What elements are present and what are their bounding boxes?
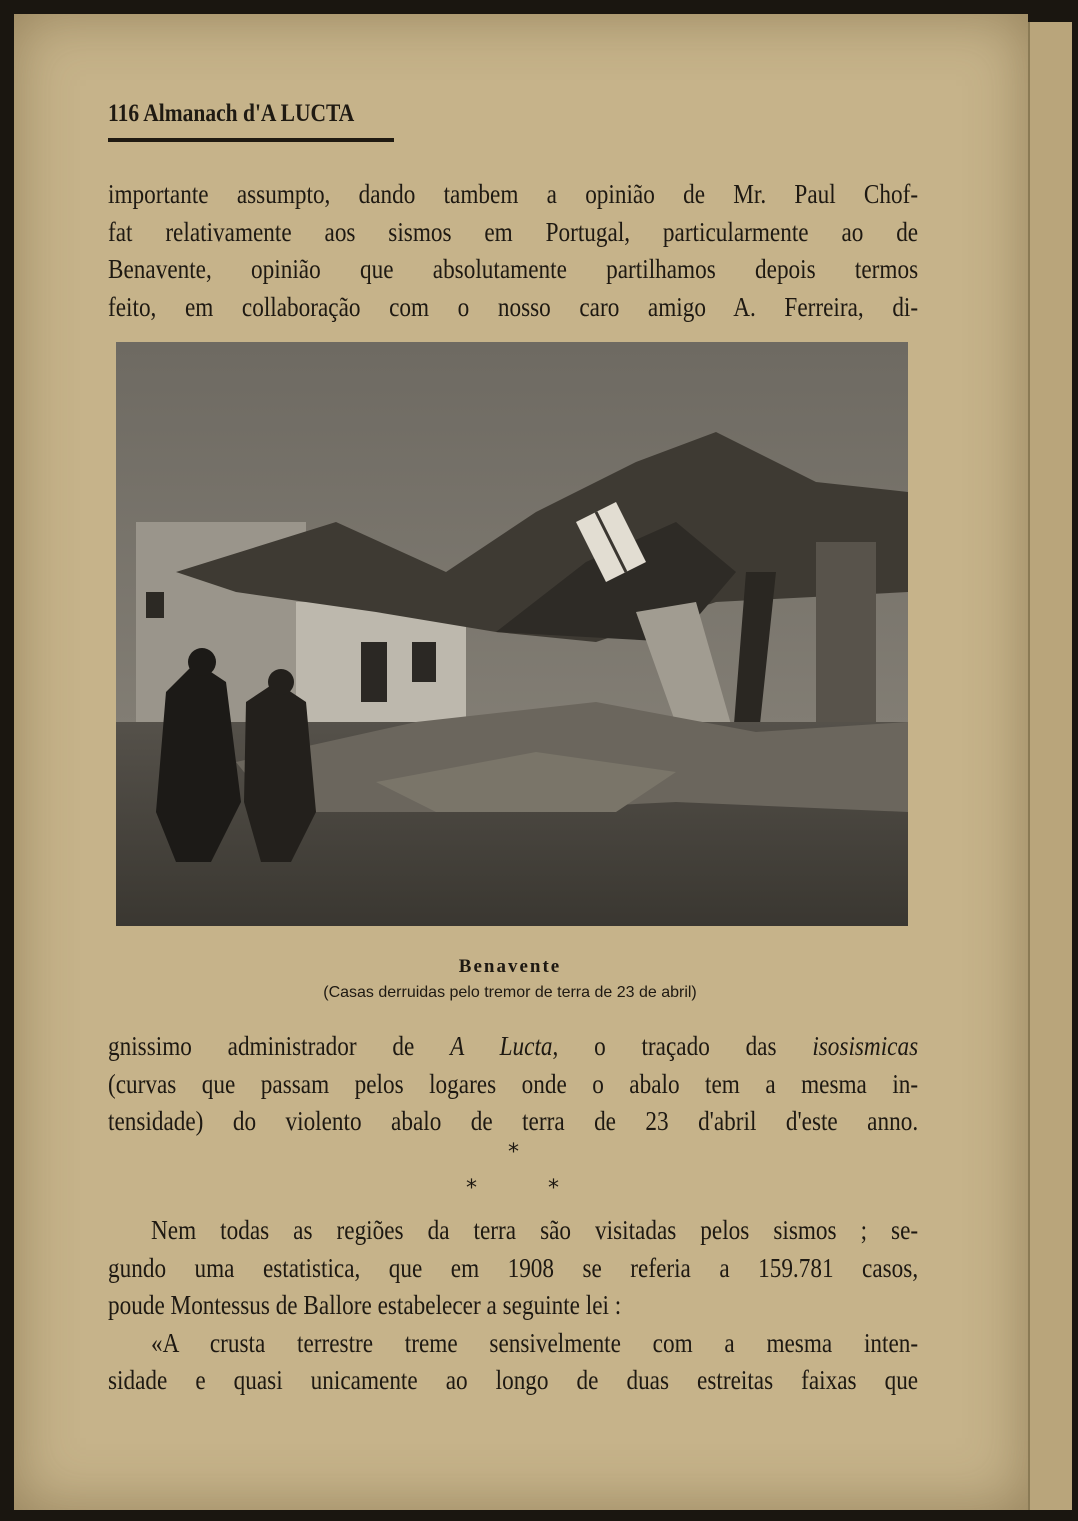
text-line xyxy=(108,1028,918,1066)
text-line: poude Montessus de Ballore estabelecer a seguinte lei : xyxy=(108,1290,622,1320)
text-line: (curvas que passam pelos logares onde o abalo tem a mesma in- xyxy=(108,1068,919,1099)
text-line: importante assumpto, dando tambem a opinião de Mr. Paul Chof- xyxy=(108,179,919,209)
paragraph-1 xyxy=(108,176,918,326)
earthquake-photo xyxy=(116,342,908,926)
asterism-star: * xyxy=(466,1176,477,1201)
running-header xyxy=(108,100,357,132)
text-line: fat relativamente aos sismos em Portugal, particularmente ao de xyxy=(108,216,919,247)
text-span: , o traçado das xyxy=(552,1031,813,1061)
almanac-title: Almanach d'A LUCTA xyxy=(143,100,355,127)
paragraph-2 xyxy=(108,1028,918,1141)
page-number: 116 xyxy=(108,100,140,127)
figure-caption-text: (Casas derruidas pelo tremor de terra de 23 de abril) xyxy=(323,984,697,1001)
figure-caption-title: Benavente xyxy=(458,956,562,977)
text-line: sidade e quasi unicamente ao longo de duas estreitas faixas que xyxy=(108,1365,919,1395)
text-line: feito, em collaboração com o nosso caro amigo A. Ferreira, di- xyxy=(108,291,919,322)
text-line: «A crusta terrestre treme sensivelmente com a mesma inten- xyxy=(151,1327,919,1358)
paragraph-3 xyxy=(108,1212,918,1400)
newspaper-title: A Lucta xyxy=(450,1031,553,1061)
text-line: Nem todas as regiões da terra são visitadas pelos sismos ; se- xyxy=(151,1215,919,1245)
asterism-star: * xyxy=(508,1140,519,1165)
asterism-star: * xyxy=(548,1176,559,1201)
header-rule xyxy=(108,138,394,142)
facing-page-edge xyxy=(1028,22,1072,1510)
text-line: gundo uma estatistica, que em 1908 se referia a 159.781 casos, xyxy=(108,1252,919,1283)
italic-term: isosismicas xyxy=(812,1031,919,1061)
text-span: gnissimo administrador de xyxy=(108,1031,451,1061)
text-line: tensidade) do violento abalo de terra de 23 d'abril d'este anno. xyxy=(108,1106,919,1136)
text-line: Benavente, opinião que absolutamente partilhamos depois termos xyxy=(108,254,919,284)
